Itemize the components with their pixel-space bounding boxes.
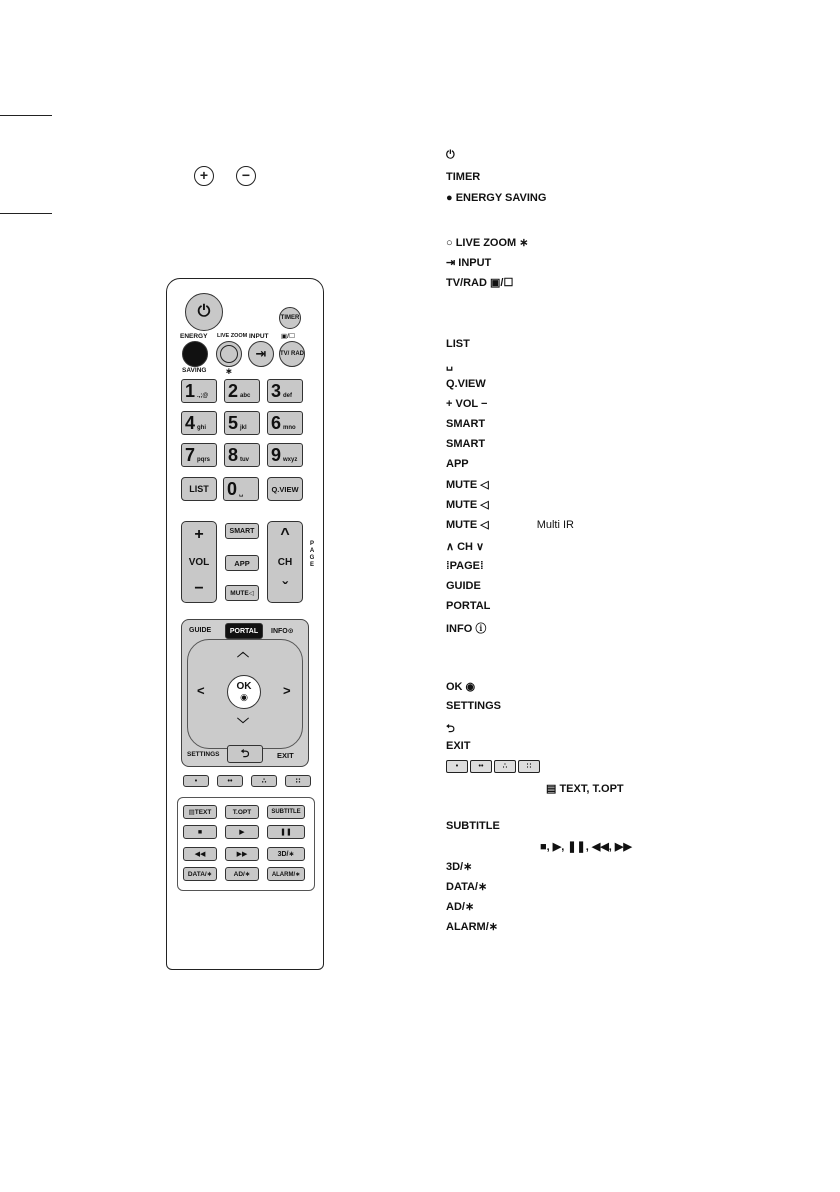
number-key-digit: 9	[271, 444, 282, 465]
number-key-letters: pqrs	[197, 457, 211, 463]
legend-exit	[446, 740, 470, 752]
number-key-digit: 6	[271, 412, 282, 433]
input-button[interactable]: ⇥	[248, 341, 274, 367]
legend-label: ⏻	[446, 149, 455, 161]
legend-color-key-1: •	[446, 760, 468, 773]
legend-transport: ■, ▶, ❚❚, ◀◀, ▶▶	[540, 841, 632, 853]
number-key-4[interactable]	[181, 411, 217, 435]
mute-button[interactable]: MUTE◁	[225, 585, 259, 601]
legend-alarm	[446, 920, 498, 933]
legend-list	[446, 338, 470, 350]
legend-mute3	[446, 518, 574, 531]
legend-ok	[446, 680, 475, 693]
legend-mute1	[446, 478, 489, 491]
smart-button[interactable]: SMART	[225, 523, 259, 539]
legend-color-key-3: ∴	[494, 760, 516, 773]
number-key-letters: mno	[283, 425, 296, 431]
number-key-digit: 3	[271, 380, 282, 401]
legend-label: ○ LIVE ZOOM ∗	[446, 237, 529, 249]
legend-color-key-4: ∷	[518, 760, 540, 773]
plus-circle-icon: +	[194, 166, 214, 186]
legend-vol	[446, 398, 487, 410]
legend-label: SMART	[446, 438, 486, 450]
legend-qview	[446, 378, 486, 390]
number-key-letters: ghi	[197, 425, 207, 431]
ad-button[interactable]: AD/∗	[225, 867, 259, 881]
legend-label: APP	[446, 458, 469, 470]
legend-mute2	[446, 498, 489, 511]
number-key-digit: 5	[228, 412, 239, 433]
legend-ch	[446, 540, 484, 553]
channel-up[interactable]: ^	[280, 526, 290, 543]
legend-textopt: ▤ TEXT, T.OPT	[546, 783, 624, 795]
minus-circle-icon: −	[236, 166, 256, 186]
legend-smart1	[446, 418, 485, 430]
tv-rad-button[interactable]: TV/ RAD	[279, 341, 305, 367]
page-label: PAGE	[309, 541, 315, 569]
number-key-letters: abc	[240, 393, 251, 399]
number-key-5[interactable]	[224, 411, 260, 435]
legend-subtitle	[446, 820, 500, 832]
play-button[interactable]: ▶	[225, 825, 259, 839]
legend-label: ALARM/∗	[446, 921, 498, 933]
settings-button[interactable]: SETTINGS	[187, 751, 220, 758]
channel-label: CH	[277, 556, 293, 568]
pause-button[interactable]: ❚❚	[267, 825, 305, 839]
legend-label: ● ENERGY SAVING	[446, 192, 547, 204]
legend-label: EXIT	[446, 740, 471, 752]
topt-button[interactable]: T.OPT	[225, 805, 259, 819]
tvrad-top-label: ▣/☐	[281, 333, 295, 340]
legend-smart2	[446, 438, 485, 450]
legend-label: MUTE ◁	[446, 479, 489, 491]
legend-page	[446, 560, 484, 572]
legend-power	[446, 149, 455, 162]
data-button[interactable]: DATA/∗	[183, 867, 217, 881]
number-key-letters: tuv	[240, 457, 250, 463]
legend-label: MUTE ◁	[446, 499, 489, 511]
guide-button[interactable]: GUIDE	[189, 627, 212, 634]
input-label: INPUT	[249, 333, 269, 340]
zero-button[interactable]	[223, 477, 259, 501]
down-arrow[interactable]: ﹀	[237, 717, 250, 731]
number-key-letters: jkl	[240, 425, 247, 431]
volume-rocker[interactable]	[181, 521, 217, 603]
timer-button[interactable]: TIMER	[279, 307, 301, 329]
legend-label: MUTE ◁	[446, 519, 489, 531]
legend-label: ∧ CH ∨	[446, 541, 485, 553]
app-button[interactable]: APP	[225, 555, 259, 571]
up-arrow[interactable]: ︿	[237, 645, 250, 659]
legend-livezoom	[446, 236, 528, 249]
color-key-2[interactable]: ••	[217, 775, 243, 787]
number-key-digit: 4	[185, 412, 196, 433]
legend-label: AD/∗	[446, 901, 475, 913]
color-key-3[interactable]: ∴	[251, 775, 277, 787]
3d-button[interactable]: 3D/∗	[267, 847, 305, 861]
legend-label: Q.VIEW	[446, 378, 486, 390]
number-key-1[interactable]	[181, 379, 217, 403]
rewind-button[interactable]: ◀◀	[183, 847, 217, 861]
legend-label: ⮌	[446, 723, 455, 735]
star-label: ∗	[225, 366, 233, 376]
energy-label: ENERGY	[180, 333, 208, 340]
legend-label: 3D/∗	[446, 861, 473, 873]
legend-ad	[446, 900, 474, 913]
volume-up[interactable]: +	[194, 526, 204, 543]
legend-label: SUBTITLE	[446, 820, 500, 832]
volume-label: VOL	[188, 556, 210, 568]
legend-tvrad	[446, 276, 513, 289]
ok-label: OK	[236, 681, 252, 692]
legend-label: ⇥ INPUT	[446, 257, 492, 269]
margin-rule-top	[0, 115, 52, 116]
legend-settings	[446, 700, 501, 712]
list-button[interactable]: LIST	[181, 477, 217, 501]
number-key-8[interactable]	[224, 443, 260, 467]
energy-saving-button[interactable]	[182, 341, 208, 367]
number-key-3[interactable]	[267, 379, 303, 403]
text-button[interactable]: ▤TEXT	[183, 805, 217, 819]
back-button[interactable]: ⮌	[227, 745, 263, 763]
circle-icon	[220, 345, 238, 363]
ok-button[interactable]	[227, 675, 261, 709]
number-key-7[interactable]	[181, 443, 217, 467]
legend-label: ⁞PAGE⁞	[446, 560, 484, 572]
right-arrow[interactable]: >	[283, 683, 291, 698]
legend-label: LIST	[446, 338, 470, 350]
color-key-4[interactable]: ∷	[285, 775, 311, 787]
legend-label: ␣	[446, 359, 453, 371]
color-key-1[interactable]: •	[183, 775, 209, 787]
legend-input	[446, 256, 491, 269]
legend-label: TIMER	[446, 171, 481, 183]
power-button[interactable]: ⏻	[185, 293, 223, 331]
left-arrow[interactable]: <	[197, 683, 205, 698]
legend-threed	[446, 860, 472, 873]
stop-button[interactable]: ■	[183, 825, 217, 839]
portal-button[interactable]: PORTAL	[225, 623, 263, 639]
number-key-letters: def	[283, 393, 293, 399]
zero-digit: 0	[227, 478, 238, 499]
legend-label: OK ◉	[446, 681, 476, 693]
remote-control	[166, 278, 324, 970]
legend-timer	[446, 171, 480, 183]
legend-note: Multi IR	[536, 519, 574, 531]
qview-button[interactable]: Q.VIEW	[267, 477, 303, 501]
legend-colors	[446, 760, 542, 773]
legend-portal	[446, 600, 490, 612]
channel-rocker[interactable]	[267, 521, 303, 603]
legend-info	[446, 620, 486, 636]
legend-guide	[446, 580, 481, 592]
number-key-9[interactable]	[267, 443, 303, 467]
legend-energy	[446, 192, 546, 204]
number-key-6[interactable]	[267, 411, 303, 435]
legend-label: GUIDE	[446, 580, 481, 592]
legend-app	[446, 458, 469, 470]
legend-label: SMART	[446, 418, 486, 430]
exit-button[interactable]: EXIT	[277, 751, 294, 760]
number-key-digit: 8	[228, 444, 239, 465]
margin-rule-bottom	[0, 213, 52, 214]
space-icon: ␣	[239, 491, 244, 497]
number-key-2[interactable]	[224, 379, 260, 403]
live-zoom-label: LIVE ZOOM	[217, 333, 248, 339]
legend-label: + VOL −	[446, 398, 488, 410]
subtitle-button[interactable]: SUBTITLE	[267, 805, 305, 819]
number-key-digit: 1	[185, 380, 196, 401]
number-key-letters: .,;@	[197, 393, 209, 399]
legend-label: INFO ⓘ	[446, 623, 487, 635]
legend-color-key-2: ••	[470, 760, 492, 773]
ok-dot-icon: ◉	[240, 692, 248, 702]
legend-data	[446, 880, 487, 893]
legend-space	[446, 358, 453, 371]
number-key-digit: 2	[228, 380, 239, 401]
legend-label: SETTINGS	[446, 700, 502, 712]
legend-back	[446, 720, 455, 739]
live-zoom-button[interactable]	[216, 341, 242, 367]
channel-down[interactable]: ˇ	[282, 580, 288, 597]
legend-label: TV/RAD ▣/☐	[446, 277, 514, 289]
info-button[interactable]: INFO⊙	[271, 628, 294, 635]
number-key-letters: wxyz	[283, 457, 298, 463]
legend-label: PORTAL	[446, 600, 491, 612]
fast-forward-button[interactable]: ▶▶	[225, 847, 259, 861]
legend-label: DATA/∗	[446, 881, 488, 893]
saving-label: SAVING	[182, 367, 207, 374]
number-key-digit: 7	[185, 444, 196, 465]
alarm-button[interactable]: ALARM/∗	[267, 867, 305, 881]
volume-down[interactable]: −	[194, 580, 204, 597]
